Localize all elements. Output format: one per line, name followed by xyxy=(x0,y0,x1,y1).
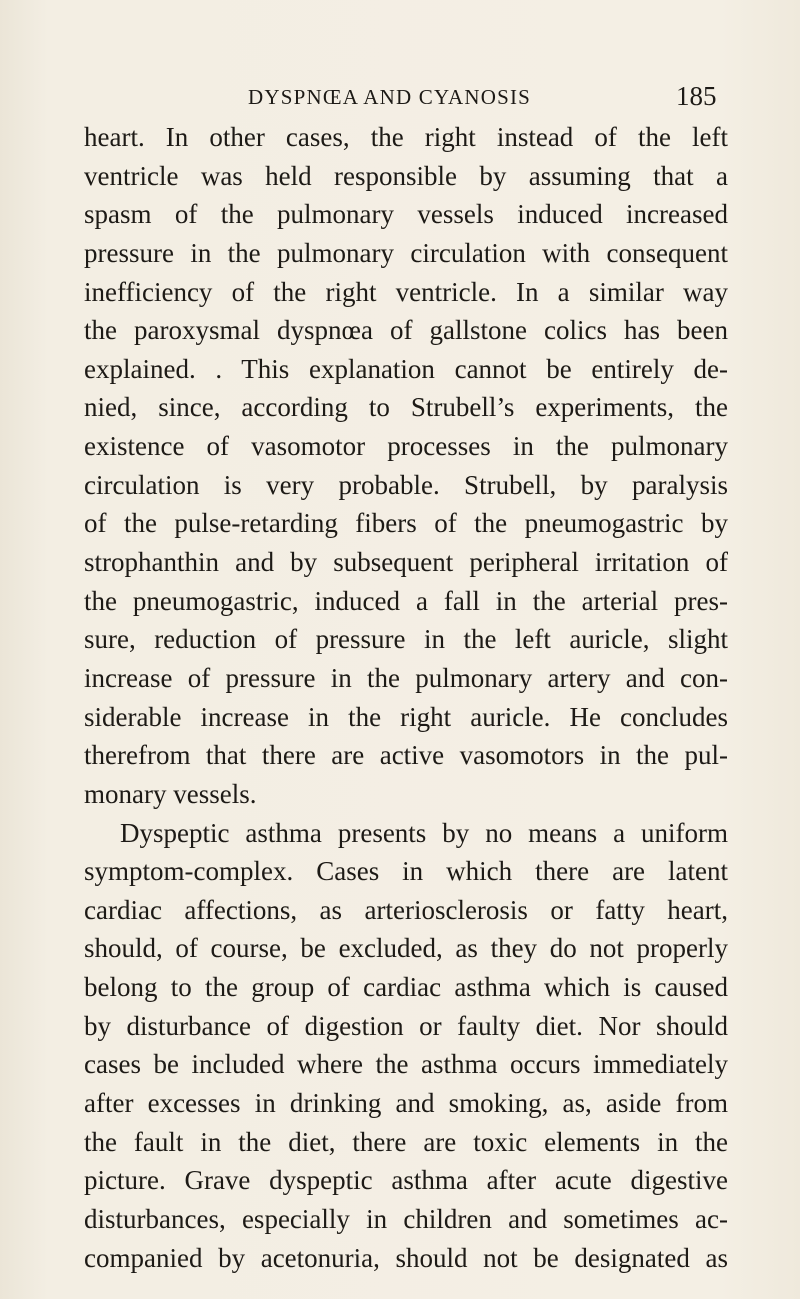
page-number: 185 xyxy=(676,81,717,111)
text-line: belong to the group of cardiac asthma which is caused xyxy=(84,972,728,1003)
text-line: circulation is very probable. Strubell, by paralysis xyxy=(84,469,728,500)
text-line: increase of pressure in the pulmonary artery and con- xyxy=(84,662,728,693)
running-head xyxy=(0,82,800,112)
text-line: picture. Grave dyspeptic asthma after acute digestive xyxy=(84,1165,728,1196)
text-line: ventricle was held responsible by assuming that a xyxy=(84,160,728,191)
paragraph-end-line: monary vessels. xyxy=(84,778,257,809)
text-line: companied by acetonuria, should not be designated as xyxy=(84,1242,728,1273)
text-line: the fault in the diet, there are toxic elements in the xyxy=(84,1126,728,1157)
text-line: the paroxysmal dyspnœa of gallstone colics has been xyxy=(84,315,728,346)
text-line: by disturbance of digestion or faulty diet. Nor should xyxy=(84,1010,728,1041)
text-line: nied, since, according to Strubell’s experiments, the xyxy=(84,392,728,423)
text-line: explained. . This explanation cannot be entirely de- xyxy=(84,353,728,384)
text-line: disturbances, especially in children and sometimes ac- xyxy=(84,1203,728,1234)
text-line: therefrom that there are active vasomotors in the pul- xyxy=(84,740,728,771)
text-line: the pneumogastric, induced a fall in the arterial pres- xyxy=(84,585,728,616)
text-line: pressure in the pulmonary circulation with consequent xyxy=(84,237,728,268)
running-title: DYSPNŒA AND CYANOSIS xyxy=(248,85,532,109)
text-line: inefficiency of the right ventricle. In a similar way xyxy=(84,276,728,307)
text-line: strophanthin and by subsequent peripheral irritation of xyxy=(84,547,728,578)
text-line: should, of course, be excluded, as they do not properly xyxy=(84,933,728,964)
text-line: heart. In other cases, the right instead of the left xyxy=(84,122,728,152)
text-line: after excesses in drinking and smoking, as, aside from xyxy=(84,1088,728,1119)
text-line: siderable increase in the right auricle. He concludes xyxy=(84,701,728,732)
text-line: spasm of the pulmonary vessels induced increased xyxy=(84,199,728,230)
text-line: symptom-complex. Cases in which there are latent xyxy=(84,856,728,887)
text-line: existence of vasomotor processes in the pulmonary xyxy=(84,431,728,462)
text-line: sure, reduction of pressure in the left auricle, slight xyxy=(84,624,728,655)
text-line: cases be included where the asthma occurs immediately xyxy=(84,1049,728,1080)
text-line: cardiac affections, as arteriosclerosis or fatty heart, xyxy=(84,894,728,925)
paragraph-start-line: Dyspeptic asthma presents by no means a uniform xyxy=(120,817,728,848)
text-line: of the pulse-retarding fibers of the pneumogastric by xyxy=(84,508,728,539)
body-text xyxy=(84,118,728,1277)
